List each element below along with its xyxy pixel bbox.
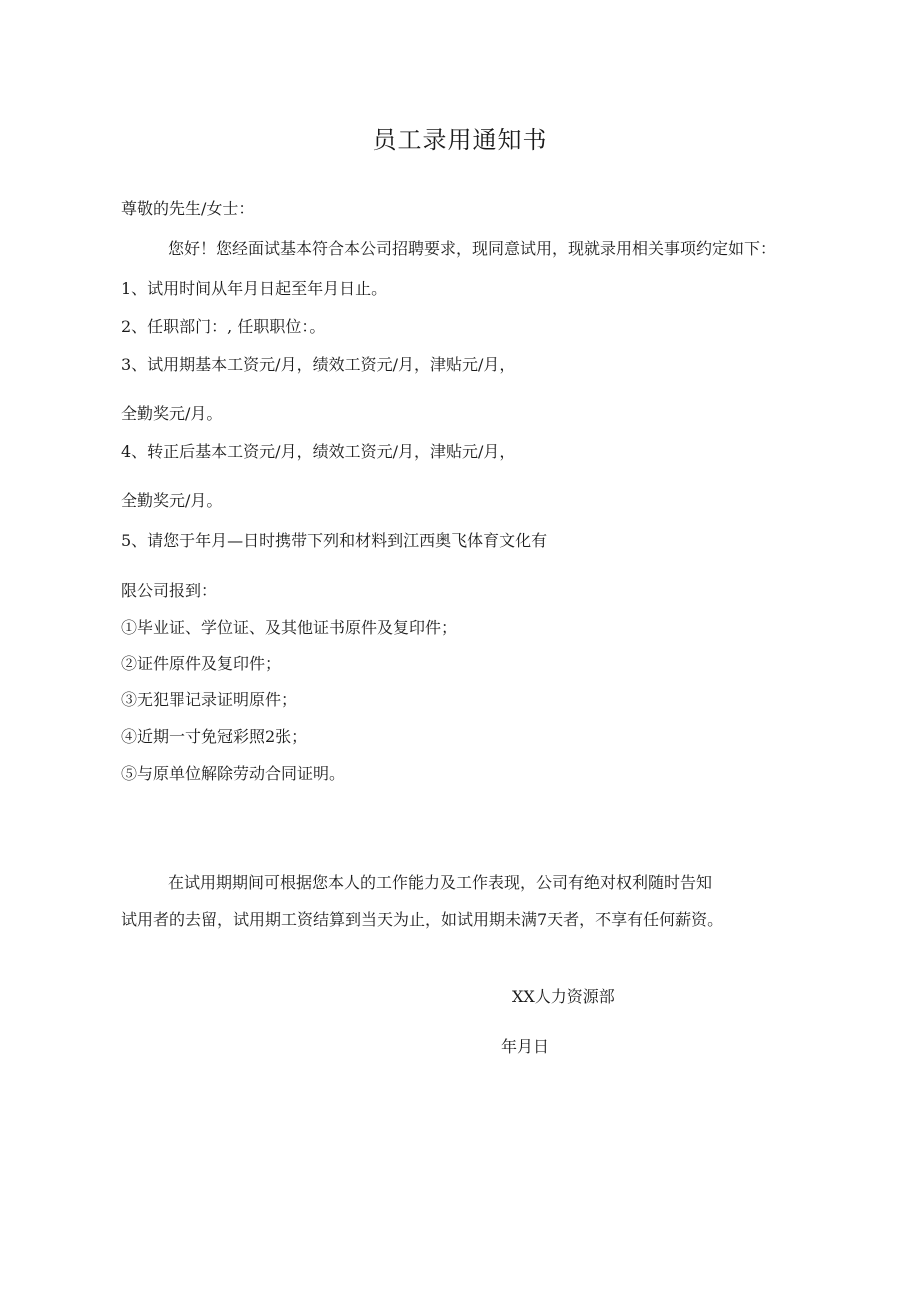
item-4-continued: 全勤奖元/月。 [121, 491, 223, 510]
item-4: 4、转正后基本工资元/月，绩效工资元/月，津贴元/月， [121, 442, 516, 461]
closing-paragraph-line-1: 在试用期期间可根据您本人的工作能力及工作表现，公司有绝对权利随时告知 [168, 873, 713, 892]
item-3-continued: 全勤奖元/月。 [121, 404, 223, 423]
item-2: 2、任职部门：, 任职职位：。 [121, 317, 326, 336]
intro-paragraph: 您好！您经面试基本符合本公司招聘要求，现同意试用，现就录用相关事项约定如下： [168, 239, 777, 258]
signature-date: 年月日 [501, 1037, 550, 1056]
material-4: ④近期一寸免冠彩照2张； [121, 727, 308, 746]
material-3: ③无犯罪记录证明原件； [121, 690, 298, 709]
document-title: 员工录用通知书 [372, 126, 548, 154]
material-1: ①毕业证、学位证、及其他证书原件及复印件； [121, 618, 458, 637]
department-signature: XX人力资源部 [512, 987, 615, 1006]
material-2: ②证件原件及复印件； [121, 654, 282, 673]
item-5-continued: 限公司报到： [121, 581, 218, 600]
item-5: 5、请您于年月—日时携带下列和材料到江西奥飞体育文化有 [121, 531, 548, 550]
material-5: ⑤与原单位解除劳动合同证明。 [121, 764, 346, 783]
item-1: 1、试用时间从年月日起至年月日止。 [121, 279, 388, 298]
closing-paragraph-line-2: 试用者的去留，试用期工资结算到当天为止，如试用期未满7天者，不享有任何薪资。 [121, 910, 724, 929]
item-3: 3、试用期基本工资元/月，绩效工资元/月，津贴元/月， [121, 355, 516, 374]
salutation: 尊敬的先生/女士： [121, 199, 255, 218]
